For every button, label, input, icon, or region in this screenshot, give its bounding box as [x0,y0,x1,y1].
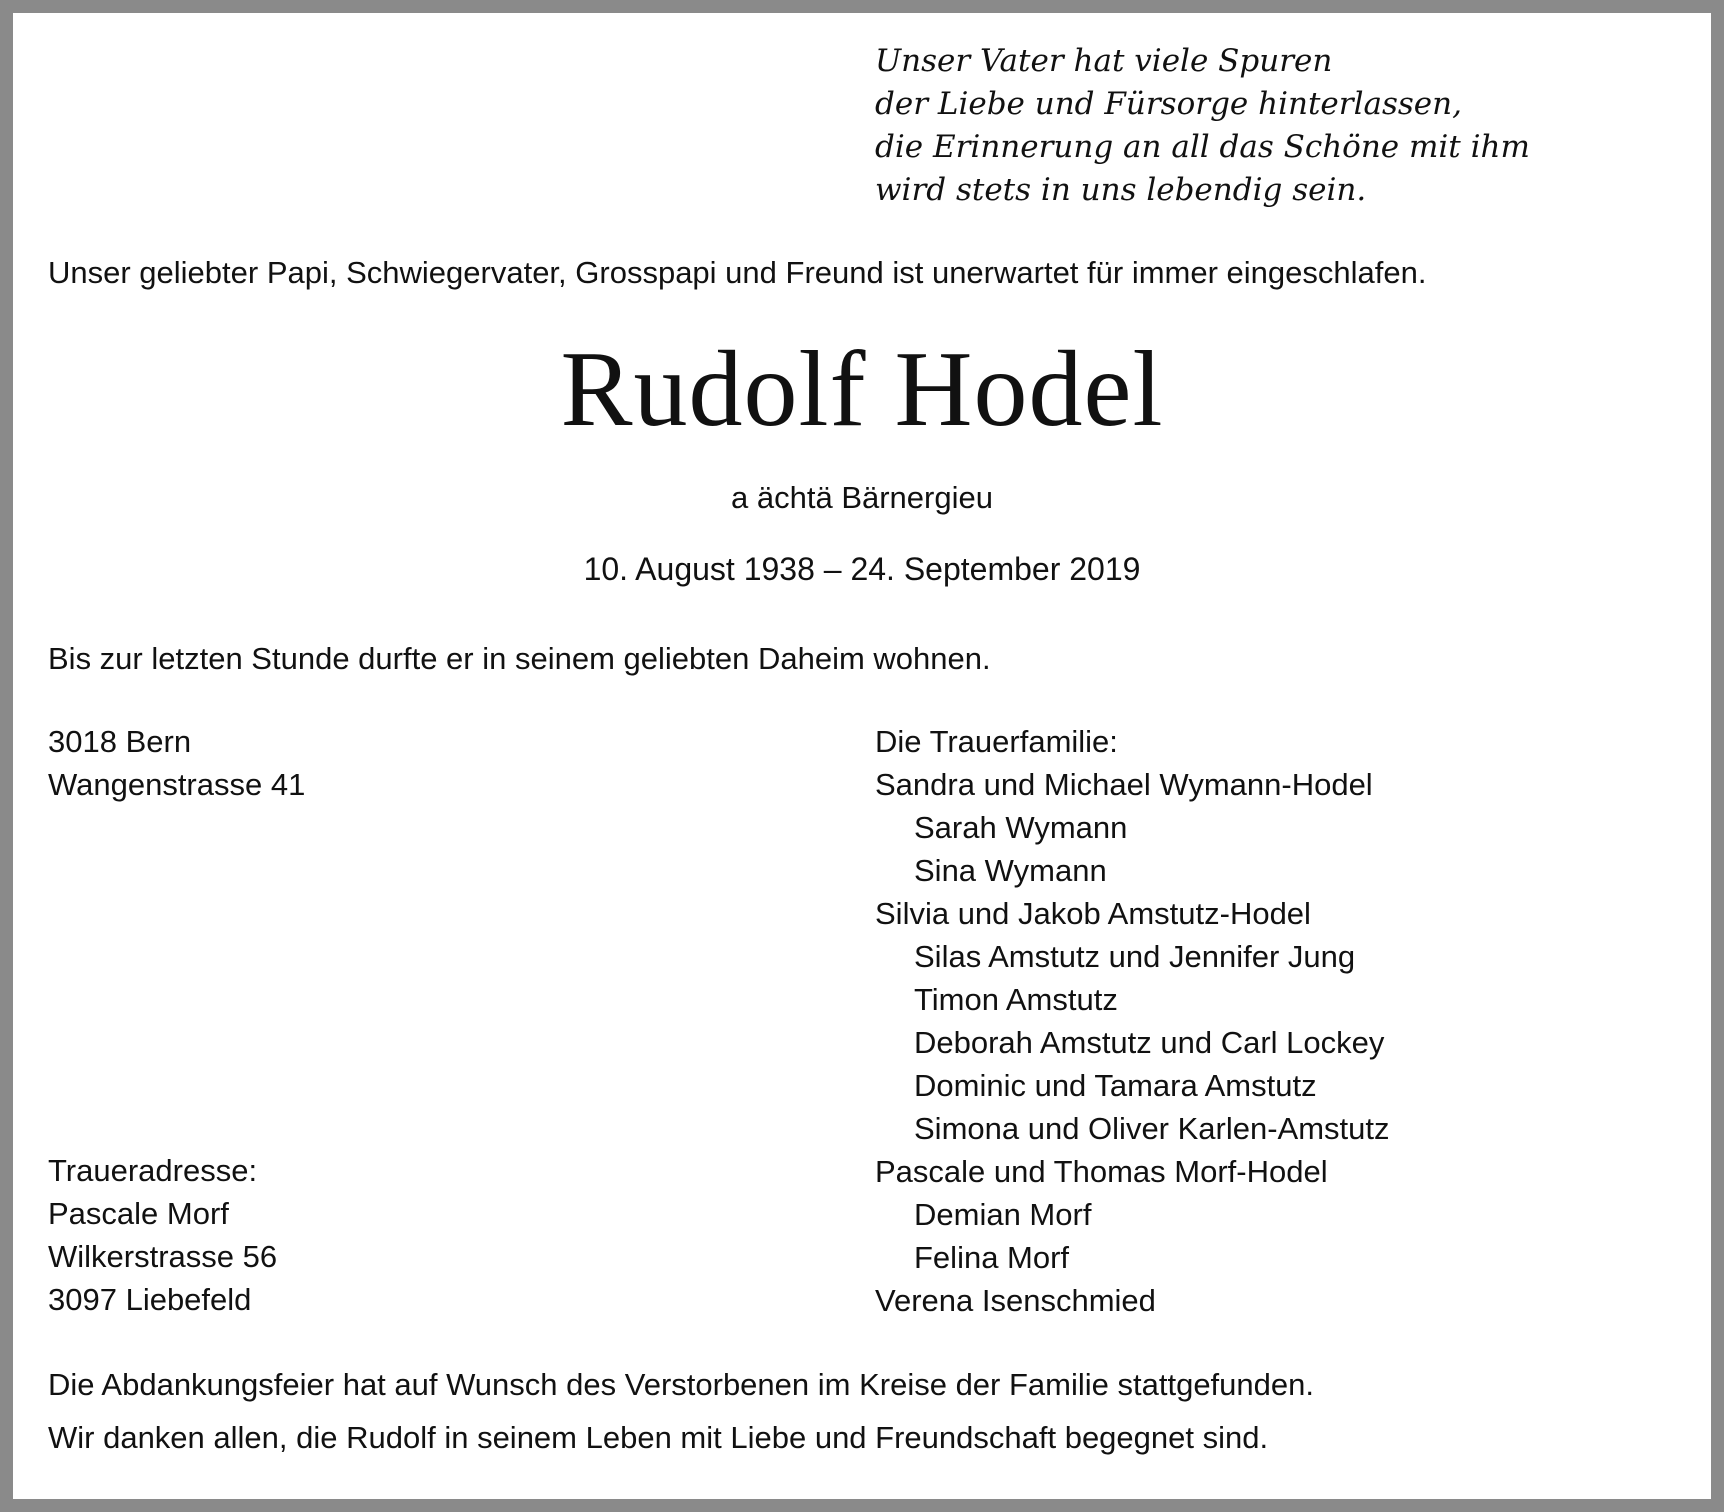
mourning-family [875,720,1390,1322]
quote-line: der Liebe und Fürsorge hinterlassen, [875,86,1462,122]
family-member: Sina Wymann [914,853,1107,888]
address-line: Wilkerstrasse 56 [48,1239,278,1274]
family-member: Pascale und Thomas Morf-Hodel [875,1154,1328,1189]
mourning-address-label: Traueradresse: [48,1153,258,1188]
family-member: Silvia und Jakob Amstutz-Hodel [875,896,1311,931]
address-line: 3097 Liebefeld [48,1282,252,1317]
family-heading: Die Trauerfamilie: [875,724,1118,759]
epigraph-quote [875,40,1530,212]
family-member: Deborah Amstutz und Carl Lockey [914,1025,1385,1060]
address-line: 3018 Bern [48,724,192,759]
address-line: Pascale Morf [48,1196,229,1231]
family-member: Timon Amstutz [914,982,1118,1017]
quote-line: die Erinnerung an all das Schöne mit ihm [875,129,1530,165]
family-member: Demian Morf [914,1197,1092,1232]
address-line: Wangenstrasse 41 [48,767,306,802]
family-member: Simona und Oliver Karlen-Amstutz [914,1111,1390,1146]
mourning-address [48,1149,277,1321]
family-member: Silas Amstutz und Jennifer Jung [914,939,1356,974]
home-address [48,720,305,806]
quote-line: Unser Vater hat viele Spuren [875,43,1333,79]
family-member: Verena Isenschmied [875,1283,1156,1318]
intro-text: Unser geliebter Papi, Schwiegervater, Grosspapi und Freund ist unerwartet für immer eingeschlafen. [48,255,1427,290]
thanks-note: Wir danken allen, die Rudolf in seinem Leben mit Liebe und Freundschaft begegnet sind. [48,1420,1269,1455]
family-member: Sandra und Michael Wymann-Hodel [875,767,1373,802]
deceased-name: Rudolf Hodel [560,330,1164,449]
family-member: Dominic und Tamara Amstutz [914,1068,1317,1103]
home-statement: Bis zur letzten Stunde durfte er in seinem geliebten Daheim wohnen. [48,641,991,676]
family-member: Felina Morf [914,1240,1070,1275]
family-member: Sarah Wymann [914,810,1128,845]
name-subtitle: a ächtä Bärnergieu [731,480,993,515]
quote-line: wird stets in uns lebendig sein. [875,172,1367,208]
life-dates: 10. August 1938 – 24. September 2019 [583,551,1141,587]
funeral-note: Die Abdankungsfeier hat auf Wunsch des Verstorbenen im Kreise der Familie stattgefunden. [48,1367,1314,1402]
family-list [875,763,1390,1322]
